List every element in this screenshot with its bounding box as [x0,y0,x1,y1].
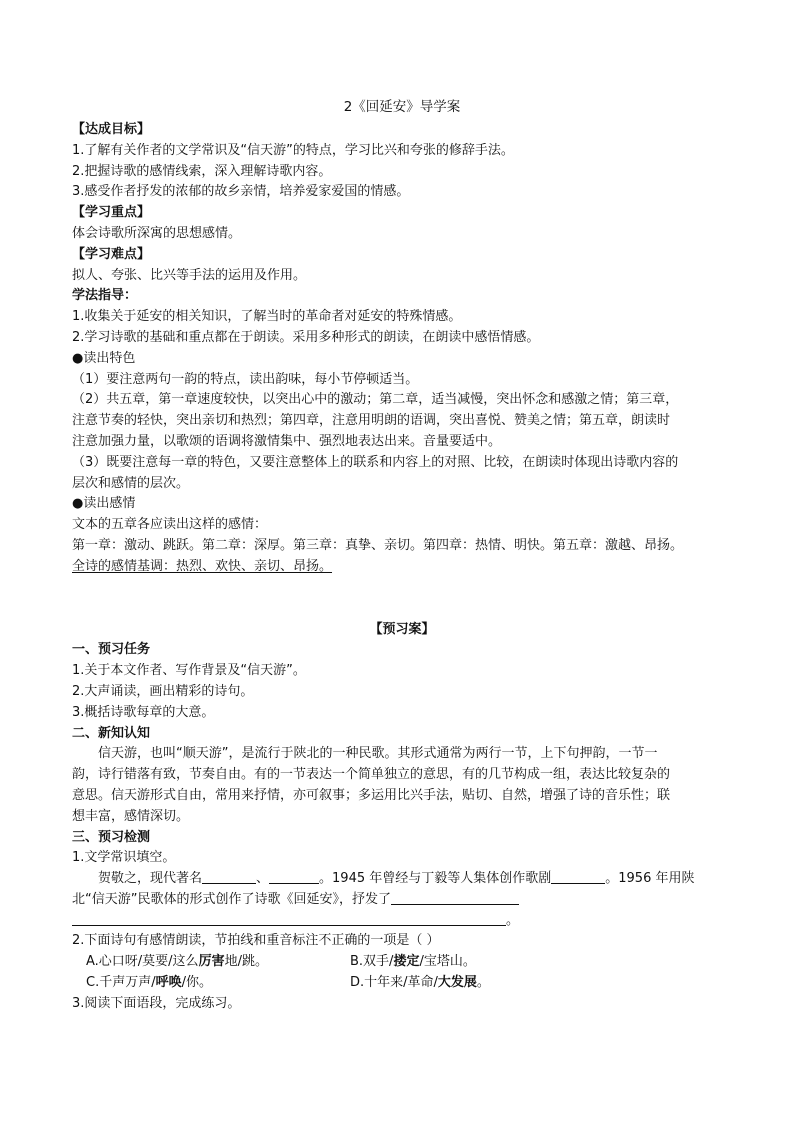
goal-item: 3.感受作者抒发的浓郁的故乡亲情，培养爱家爱国的情感。 [72,184,410,200]
question-1-fill-line: 北“信天游”民歌体的形式创作了诗歌《回延安》，抒发了 [72,890,732,911]
answer-blank[interactable] [551,870,605,884]
task-item: 3.概括诗歌每章的大意。 [72,704,215,720]
new-text-line: 信天游，也叫“顺天游”，是流行于陕北的一种民歌。其形式通常为两行一节，上下句押韵，一节一 [98,746,658,762]
option-a[interactable]: A.心口呀/莫要/这么厉害地/跳。 [86,954,268,970]
difficulty-heading: 【学习难点】 [72,246,151,262]
goal-item: 1.了解有关作者的文学常识及“信天游”的特点，学习比兴和夸张的修辞手法。 [72,142,514,158]
question-3: 3.阅读下面语段，完成练习。 [72,995,241,1011]
read-char-line: 注意加强力量，以歌颂的语调将激情集中、强烈地表达出来。音量要适中。 [72,433,502,449]
new-text-line: 想丰富，感情深切。 [72,808,190,824]
read-char-line: 注意节奏的轻快，突出亲切和热烈；第四章，注意用明朗的语调，突出喜悦、赞美之情；第五章，朗读时 [72,413,671,429]
option-b[interactable]: B.双手/搂定/宝塔山。 [350,954,476,970]
new-text-line: 韵，诗行错落有致，节奏自由。有的一节表达一个简单独立的意思，有的几节构成一组，表达比较复杂的 [72,767,671,783]
task-item: 1.关于本文作者、写作背景及“信天游”。 [72,663,306,679]
answer-blank[interactable] [72,912,506,926]
method-item: 1.收集关于延安的相关知识，了解当时的革命者对延安的特殊情感。 [72,309,462,325]
new-heading: 二、新知认知 [72,725,151,741]
question-1-fill-line: 。 [72,911,732,932]
read-char-line: （3）既要注意每一章的特色，又要注意整体上的联系和内容上的对照、比较，在朗读时体现出诗歌内容的 [72,454,679,470]
read-char-line: （2）共五章，第一章速度较快，以突出心中的激动；第二章，适当减慢，突出怀念和感激之情；第三章， [72,392,679,408]
option-c[interactable]: C.千声万声/呼唤/你。 [86,975,212,991]
method-item: 2.学习诗歌的基础和重点都在于朗读。采用多种形式的朗读，在朗读中感悟情感。 [72,329,540,345]
read-char-line: （1）要注意两句一韵的特点，读出韵味，每小节停顿适当。 [72,371,419,387]
difficulty-text: 拟人、夸张、比兴等手法的运用及作用。 [72,267,307,283]
question-1-fill-line: 贺敬之，现代著名 、 。1945 年曾经与丁毅等人集体创作歌剧 。1956 年用陕 [98,871,695,887]
read-emotion-line: 第一章：激动、跳跃。第二章：深厚。第三章：真挚、亲切。第四章：热情、明快。第五章：激越、昂扬。 [72,537,684,553]
read-emotion-heading: ●读出感情 [72,496,136,512]
emotion-tone: 全诗的感情基调：热烈、欢快、亲切、昂扬。 [72,558,333,574]
question-2-options-row [72,952,732,973]
question-1: 1.文学常识填空。 [72,850,176,866]
task-heading: 一、预习任务 [72,642,151,658]
question-2-options-row [72,973,732,994]
document-page [72,96,732,1015]
key-heading: 【学习重点】 [72,205,151,221]
document-title: 2《回延安》导学案 [343,99,461,115]
goal-item: 2.把握诗歌的感情线索，深入理解诗歌内容。 [72,163,332,179]
goals-heading: 【达成目标】 [72,122,151,137]
check-heading: 三、预习检测 [72,829,151,845]
read-char-line: 层次和感情的层次。 [72,475,190,491]
option-d[interactable]: D.十年来/革命/大发展。 [350,975,490,991]
answer-blank[interactable] [269,870,319,884]
preview-heading: 【预习案】 [369,621,435,637]
answer-blank[interactable] [202,870,256,884]
task-item: 2.大声诵读，画出精彩的诗句。 [72,683,254,699]
new-text-line: 意思。信天游形式自由，常用来抒情，亦可叙事；多运用比兴手法，贴切、自然，增强了诗的音乐性；联 [72,787,671,803]
key-text: 体会诗歌所深寓的思想感情。 [72,225,242,241]
answer-blank[interactable] [391,891,519,905]
read-emotion-line: 文本的五章各应读出这样的感情： [72,517,268,533]
question-2: 2.下面诗句有感情朗读，节拍线和重音标注不正确的一项是（ ） [72,933,440,949]
method-heading: 学法指导： [72,288,138,304]
read-char-heading: ●读出特色 [72,350,136,366]
